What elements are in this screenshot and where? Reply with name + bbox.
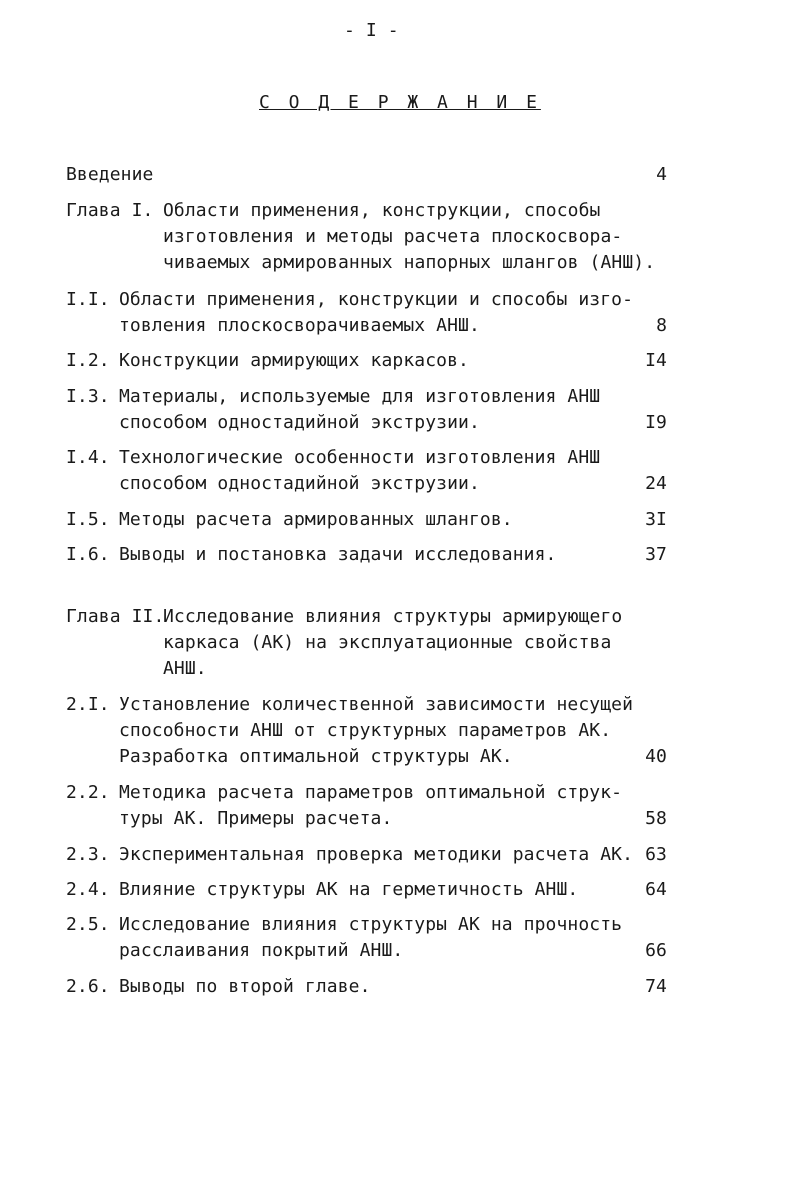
entry-text-line: Конструкции армирующих каркасов. — [119, 350, 469, 371]
entry-page-number: 3I — [645, 509, 667, 530]
entry-page-number: 74 — [645, 976, 667, 997]
entry-number: 2.3. — [66, 844, 110, 865]
entry-text-line: изготовления и методы расчета плоскосвора- — [163, 226, 623, 247]
entry-number: Глава II. — [66, 606, 165, 627]
entry-page-number: 8 — [656, 315, 667, 336]
entry-text-line: Разработка оптимальной структуры АК. — [119, 746, 513, 767]
entry-page-number: 4 — [656, 164, 667, 185]
entry-text-line: Исследование влияния структуры армирующего — [163, 606, 623, 627]
entry-number: 2.I. — [66, 694, 110, 715]
entry-number: I.2. — [66, 350, 110, 371]
entry-text-line: Области применения, конструкции, способы — [163, 200, 601, 221]
page-title: С О Д Е Р Ж А Н И Е — [259, 92, 541, 113]
entry-text-line: каркаса (АК) на эксплуатационные свойства — [163, 632, 612, 653]
entry-page-number: 40 — [645, 746, 667, 767]
entry-number: I.5. — [66, 509, 110, 530]
entry-text-line: способности АНШ от структурных параметров АК. — [119, 720, 612, 741]
entry-page-number: I9 — [645, 412, 667, 433]
entry-number: 2.2. — [66, 782, 110, 803]
entry-page-number: 37 — [645, 544, 667, 565]
entry-number: 2.5. — [66, 914, 110, 935]
entry-text-line: Материалы, используемые для изготовления АНШ — [119, 386, 601, 407]
entry-text-line: Исследование влияния структуры АК на прочность — [119, 914, 623, 935]
entry-text-line: Введение — [66, 164, 154, 185]
entry-text-line: Выводы по второй главе. — [119, 976, 371, 997]
entry-text-line: Экспериментальная проверка методики расчета АК. — [119, 844, 634, 865]
entry-number: I.6. — [66, 544, 110, 565]
entry-page-number: 63 — [645, 844, 667, 865]
entry-number: 2.4. — [66, 879, 110, 900]
entry-number: 2.6. — [66, 976, 110, 997]
page-number: - I - — [344, 20, 399, 41]
entry-text-line: Установление количественной зависимости несущей — [119, 694, 634, 715]
entry-text-line: способом одностадийной экструзии. — [119, 473, 480, 494]
entry-page-number: I4 — [645, 350, 667, 371]
entry-text-line: туры АК. Примеры расчета. — [119, 808, 393, 829]
entry-number: I.3. — [66, 386, 110, 407]
entry-number: Глава I. — [66, 200, 154, 221]
entry-text-line: Выводы и постановка задачи исследования. — [119, 544, 557, 565]
entry-text-line: расслаивания покрытий АНШ. — [119, 940, 404, 961]
entry-text-line: товления плоскосворачиваемых АНШ. — [119, 315, 480, 336]
entry-text-line: Методика расчета параметров оптимальной струк- — [119, 782, 623, 803]
entry-number: I.4. — [66, 447, 110, 468]
entry-page-number: 64 — [645, 879, 667, 900]
entry-page-number: 58 — [645, 808, 667, 829]
entry-text-line: Влияние структуры АК на герметичность АНШ. — [119, 879, 579, 900]
entry-text-line: Технологические особенности изготовления АНШ — [119, 447, 601, 468]
entry-text-line: способом одностадийной экструзии. — [119, 412, 480, 433]
entry-text-line: АНШ. — [163, 658, 207, 679]
entry-text-line: чиваемых армированных напорных шлангов (АНШ). — [163, 252, 656, 273]
entry-page-number: 66 — [645, 940, 667, 961]
entry-number: I.I. — [66, 289, 110, 310]
entry-text-line: Области применения, конструкции и способы изго- — [119, 289, 634, 310]
entry-text-line: Методы расчета армированных шлангов. — [119, 509, 513, 530]
entry-page-number: 24 — [645, 473, 667, 494]
